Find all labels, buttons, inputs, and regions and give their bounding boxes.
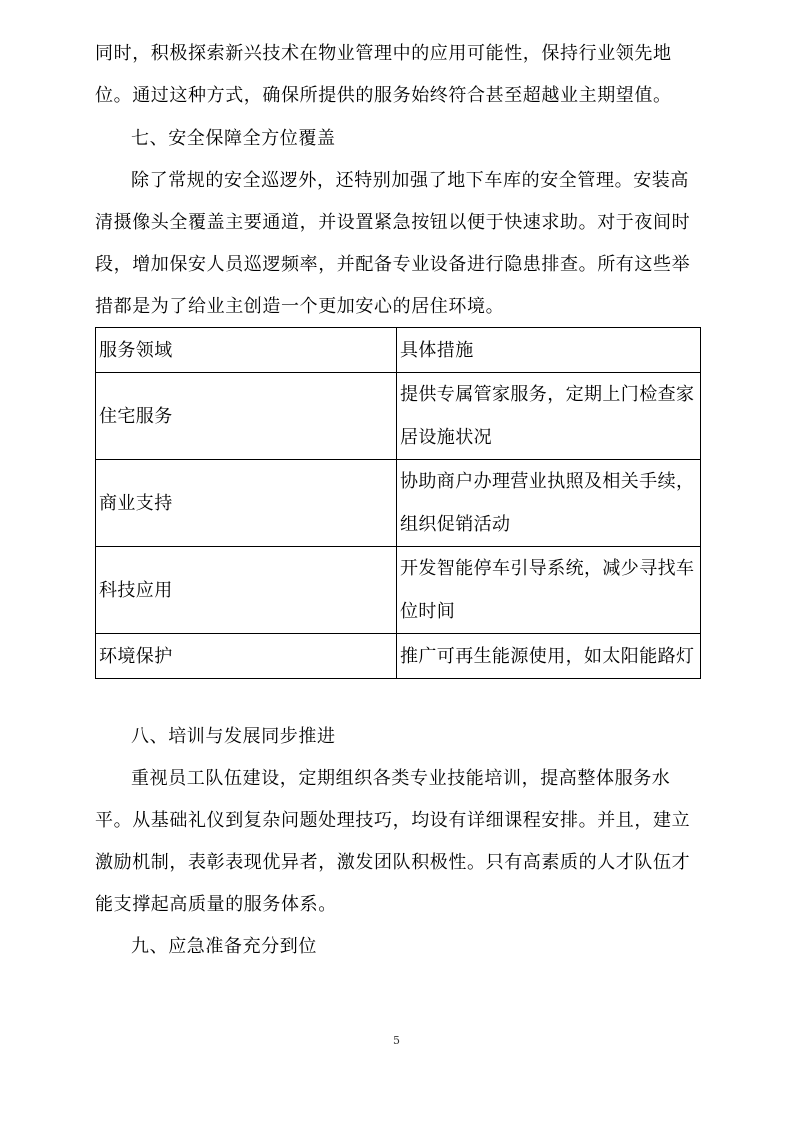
- table-row: [96, 460, 701, 547]
- table-cell-measure: [397, 460, 701, 547]
- table-cell-area: 科技应用: [96, 547, 397, 634]
- measure-line: 位时间: [400, 601, 456, 622]
- table-header-row: [96, 328, 701, 373]
- body-text-line: 同时，积极探索新兴技术在物业管理中的应用可能性，保持行业领先地: [95, 43, 672, 64]
- body-text-line: 能支撑起高质量的服务体系。: [95, 894, 337, 915]
- body-text-line: 重视员工队伍建设，定期组织各类专业技能培训，提高整体服务水: [131, 768, 671, 789]
- body-text-line: 段，增加保安人员巡逻频率，并配备专业设备进行隐患排查。所有这些举: [95, 254, 691, 275]
- measure-line: 协助商户办理营业执照及相关手续，: [400, 471, 695, 492]
- body-text-line: 清摄像头全覆盖主要通道，并设置紧急按钮以便于快速求助。对于夜间时: [95, 212, 691, 233]
- measure-line: 居设施状况: [400, 427, 492, 448]
- table-cell-area: 环境保护: [96, 634, 397, 679]
- section-heading-7: 七、安全保障全方位覆盖: [131, 128, 336, 149]
- table-row: [96, 373, 701, 460]
- table-cell-area: 商业支持: [96, 460, 397, 547]
- table-cell-measure: [397, 634, 701, 679]
- section-heading-8: 八、培训与发展同步推进: [131, 726, 336, 747]
- table-header-cell: 服务领域: [96, 328, 397, 373]
- body-text-line: 除了常规的安全巡逻外，还特别加强了地下车库的安全管理。安装高: [131, 170, 689, 191]
- service-measures-table: [95, 327, 701, 679]
- body-text-line: 措都是为了给业主创造一个更加安心的居住环境。: [95, 296, 505, 317]
- body-text-line: 激励机制，表彰表现优异者，激发团队积极性。只有高素质的人才队伍才: [95, 852, 691, 873]
- body-text-line: 位。通过这种方式，确保所提供的服务始终符合甚至超越业主期望值。: [95, 85, 672, 106]
- page-number: 5: [393, 1034, 400, 1047]
- table-row: [96, 547, 701, 634]
- table-row: [96, 634, 701, 679]
- measure-line: 开发智能停车引导系统，减少寻找车: [400, 558, 695, 579]
- body-text-line: 平。从基础礼仪到复杂问题处理技巧，均设有详细课程安排。并且，建立: [95, 810, 691, 831]
- measure-line: 组织促销活动: [400, 514, 511, 535]
- table-header-cell: 具体措施: [397, 328, 701, 373]
- table-cell-measure: [397, 547, 701, 634]
- table-cell-measure: [397, 373, 701, 460]
- table-cell-area: 住宅服务: [96, 373, 397, 460]
- section-heading-9: 九、应急准备充分到位: [131, 936, 317, 957]
- measure-line: 推广可再生能源使用，如太阳能路灯: [400, 645, 695, 667]
- measure-line: 提供专属管家服务，定期上门检查家: [400, 384, 695, 405]
